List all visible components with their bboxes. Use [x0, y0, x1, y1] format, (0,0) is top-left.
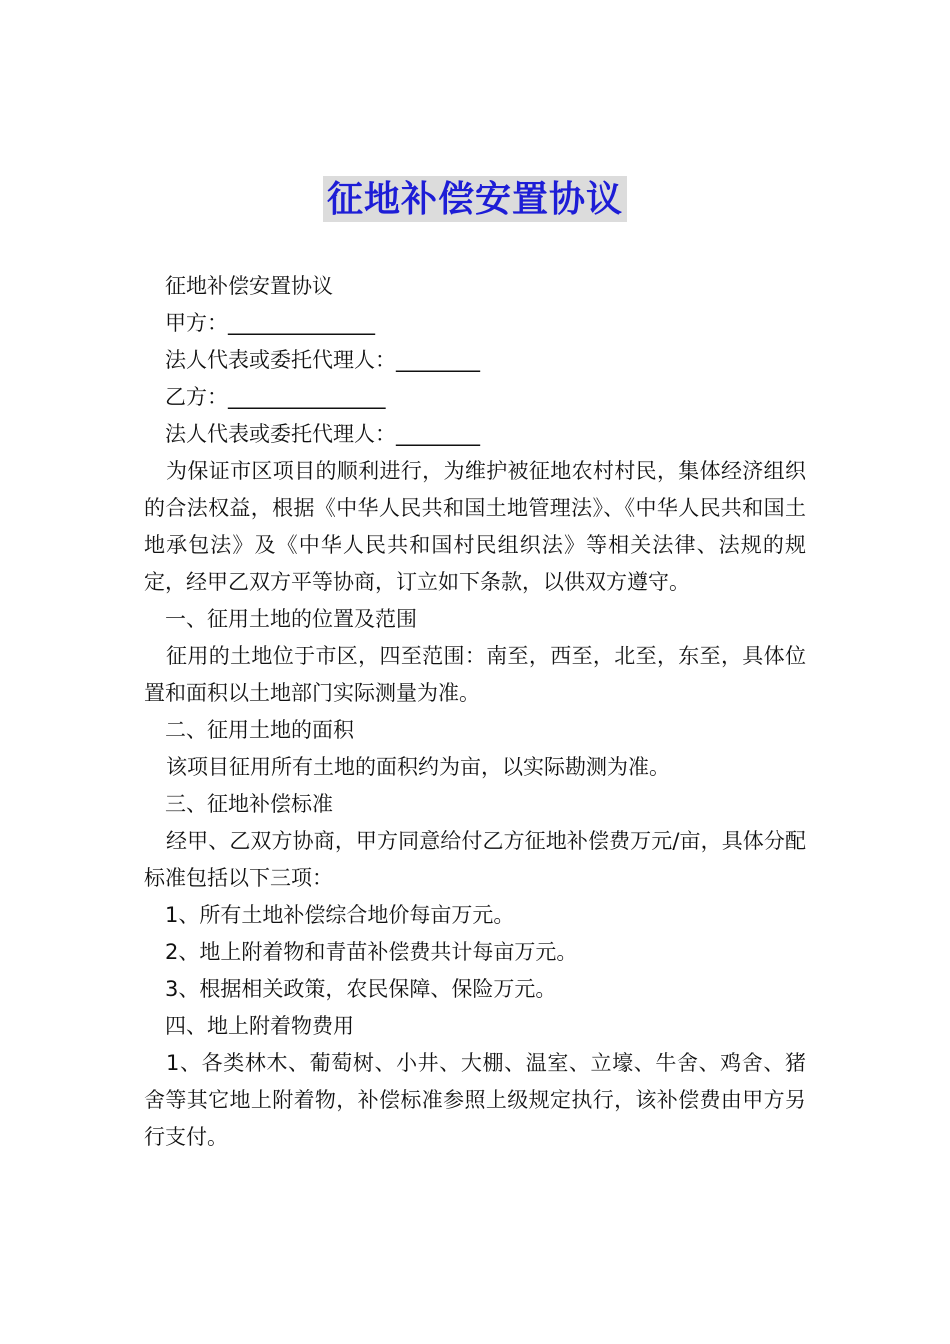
section-2-text: 该项目征用所有土地的面积约为亩，以实际勘测为准。	[166, 755, 671, 779]
party-b-line: 乙方：_______________	[165, 385, 386, 409]
intro-paragraph: 为保证市区项目的顺利进行，为维护被征地农村村民，集体经济组织的合法权益，根据《中华人民共和国土地管理法》、《中华人民共和国土地承包法》及《中华人民共和国村民组织法》等相关法律、法规的规定，经甲乙双方平等协商，订立如下条款，以供双方遵守。	[144, 459, 806, 594]
section-3-item-1: 1、所有土地补偿综合地价每亩万元。	[165, 903, 515, 927]
section-3-heading: 三、征地补偿标准	[165, 792, 333, 816]
section-4-item-1: 1、各类林木、葡萄树、小井、大棚、温室、立壕、牛舍、鸡舍、猪舍等其它地上附着物，补偿标准参照上级规定执行，该补偿费由甲方另行支付。	[144, 1051, 806, 1149]
section-1-text: 征用的土地位于市区，四至范围：南至，西至，北至，东至，具体位置和面积以土地部门实际测量为准。	[144, 644, 806, 705]
party-a-representative-line: 法人代表或委托代理人：________	[165, 348, 480, 372]
document-body	[144, 268, 806, 1156]
title-wrap	[0, 176, 950, 222]
subtitle-line: 征地补偿安置协议	[165, 274, 333, 298]
section-3-item-3: 3、根据相关政策，农民保障、保险万元。	[165, 977, 557, 1001]
party-b-representative-line: 法人代表或委托代理人：________	[165, 422, 480, 446]
section-1-heading: 一、征用土地的位置及范围	[165, 607, 417, 631]
section-4-heading: 四、地上附着物费用	[165, 1014, 354, 1038]
document-title: 征地补偿安置协议	[323, 176, 627, 222]
section-3-text: 经甲、乙双方协商，甲方同意给付乙方征地补偿费万元/亩，具体分配标准包括以下三项：	[144, 829, 806, 890]
section-3-item-2: 2、地上附着物和青苗补偿费共计每亩万元。	[165, 940, 578, 964]
section-2-heading: 二、征用土地的面积	[165, 718, 354, 742]
party-a-line: 甲方：______________	[165, 311, 375, 335]
